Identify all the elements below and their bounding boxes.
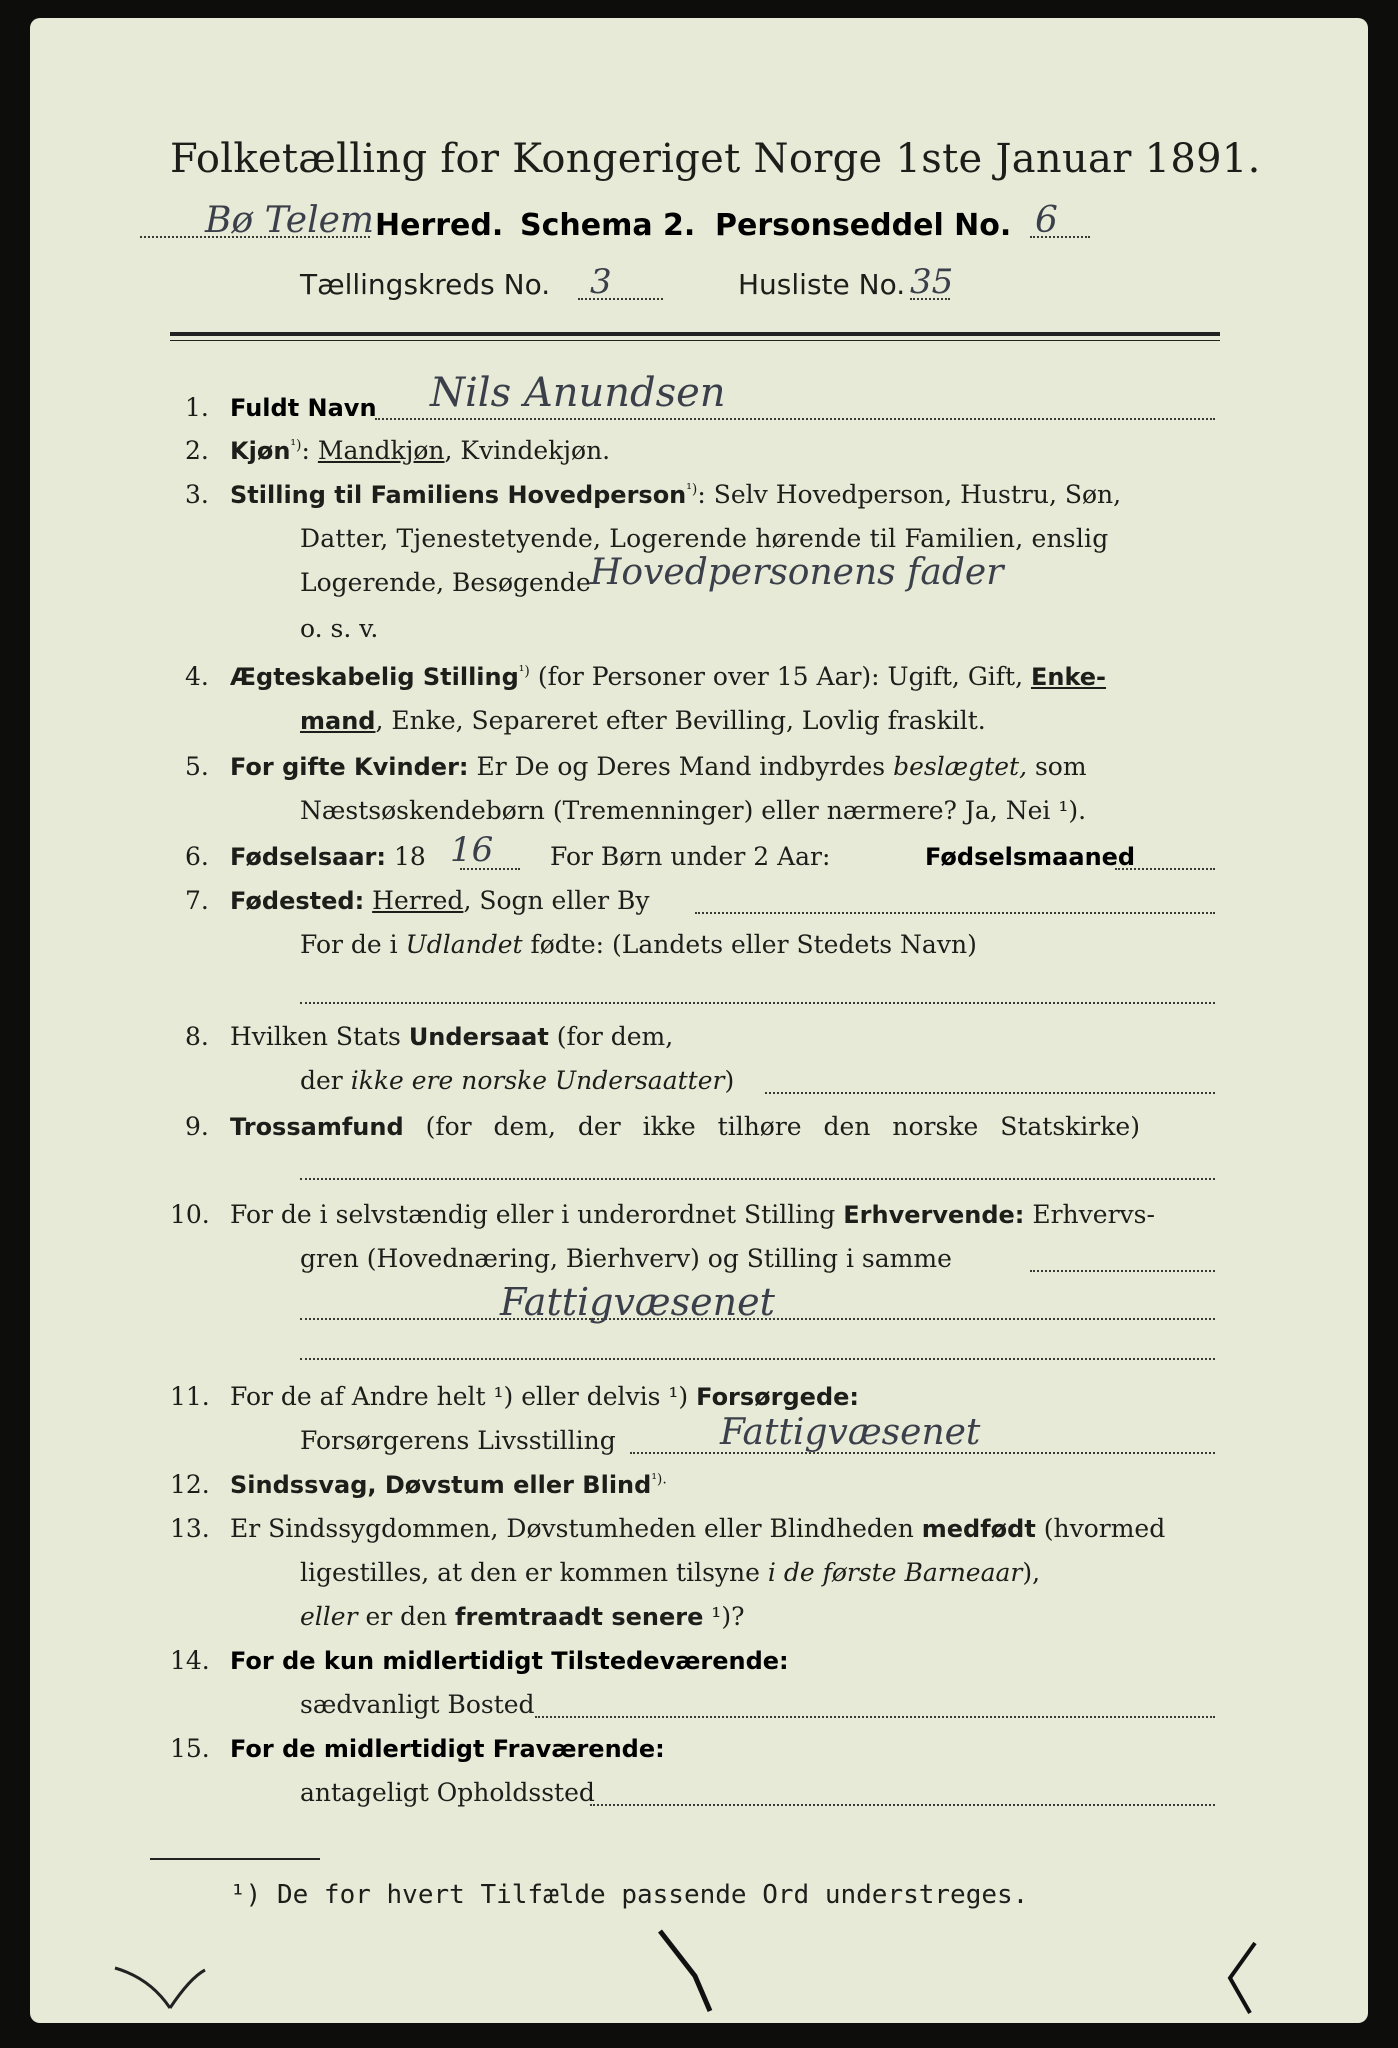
q5-number: 5. xyxy=(185,752,209,781)
q13-line2a: ligestilles, at den er kommen tilsyne xyxy=(300,1558,768,1587)
taellingskreds-label: Tællingskreds No. xyxy=(300,268,551,301)
q1-answer-line xyxy=(375,418,1215,420)
q5-question: Er De og Deres Mand indbyrdes xyxy=(468,752,894,781)
q13-number: 13. xyxy=(170,1514,210,1543)
q6-number: 6. xyxy=(185,842,209,871)
q7-line2b: fødte: (Landets eller Stedets Navn) xyxy=(522,930,977,959)
q9-answer-line xyxy=(300,1178,1215,1180)
herred-handwriting: Bø Telem xyxy=(205,200,375,241)
q10-line1 xyxy=(230,1200,1155,1229)
q9-label: Trossamfund xyxy=(230,1113,404,1141)
crop-mark-right xyxy=(1200,1938,1270,2018)
q5-italic: beslægtet, xyxy=(893,752,1028,781)
q11-line1a: For de af Andre helt ¹) eller delvis ¹) xyxy=(230,1382,697,1411)
q2-colon: : xyxy=(301,436,318,465)
q8-line2 xyxy=(300,1066,734,1095)
q8-line1b: (for dem, xyxy=(548,1022,674,1051)
q10-line2: gren (Hovednæring, Bierhverv) og Stilling i samme xyxy=(300,1244,952,1273)
q15-line2: antageligt Opholdssted xyxy=(300,1778,595,1807)
q3-answer: Hovedpersonens fader xyxy=(590,552,1004,593)
q6-line xyxy=(230,842,426,871)
q10-line1a: For de i selvstændig eller i underordnet Stilling xyxy=(230,1200,844,1229)
q12-line xyxy=(230,1470,667,1499)
q13-line3c: ¹)? xyxy=(703,1602,745,1631)
q7-line2 xyxy=(300,930,977,959)
q4-line1 xyxy=(230,662,1106,691)
q2-text xyxy=(230,436,610,465)
q15-number: 15. xyxy=(170,1734,210,1763)
footnote-rule xyxy=(150,1858,320,1860)
herred-label: Herred. xyxy=(375,208,504,243)
q12-label: Sindssvag, Døvstum eller Blind xyxy=(230,1471,652,1499)
q8-answer-line xyxy=(765,1092,1215,1094)
q7-number: 7. xyxy=(185,886,209,915)
q13-line3 xyxy=(300,1602,745,1631)
q4-option-enkemand-b: mand xyxy=(300,707,376,735)
q10-answer-line-2 xyxy=(300,1358,1215,1360)
q9-rest: (for dem, der ikke tilhøre den norske Statskirke) xyxy=(403,1112,1140,1141)
q3-line1 xyxy=(230,480,1121,509)
q2-label: Kjøn xyxy=(230,437,291,465)
q13-line3-bold: fremtraadt senere xyxy=(455,1603,704,1631)
q11-line1 xyxy=(230,1382,859,1411)
q6-answer: 16 xyxy=(450,830,494,870)
q7-answer-line xyxy=(300,1002,1215,1004)
q4-number: 4. xyxy=(185,662,209,691)
q13-line1a: Er Sindssygdommen, Døvstumheden eller Blindheden xyxy=(230,1514,922,1543)
q14-line1: For de kun midlertidigt Tilstedeværende: xyxy=(230,1647,789,1675)
crop-mark-center xyxy=(650,1926,740,2016)
form-title: Folketælling for Kongeriget Norge 1ste Januar 1891. xyxy=(170,136,1261,182)
q7-option-herred: Herred xyxy=(372,886,464,915)
q11-line2: Forsørgerens Livsstilling xyxy=(300,1426,616,1455)
q1-number: 1. xyxy=(185,393,209,422)
husliste-label: Husliste No. xyxy=(738,268,906,301)
q3-options: : Selv Hovedperson, Hustru, Søn, xyxy=(697,480,1122,509)
husliste-handwriting: 35 xyxy=(910,262,954,302)
q13-line3-italic: eller xyxy=(300,1602,358,1631)
q6-under2: For Børn under 2 Aar: xyxy=(550,842,831,871)
q2-option-kvindekjon: , Kvindekjøn. xyxy=(444,436,611,465)
q13-line3a: er den xyxy=(357,1602,456,1631)
q8-label: Undersaat xyxy=(408,1023,549,1051)
header-divider-thin xyxy=(170,340,1220,341)
q11-label: Forsørgede: xyxy=(696,1383,860,1411)
q4-options-b: , Enke, Separeret efter Bevilling, Lovlig fraskilt. xyxy=(375,706,986,735)
q2-option-mandkjon: Mandkjøn xyxy=(317,436,445,465)
q13-line1 xyxy=(230,1514,1165,1543)
q10-label: Erhvervende: xyxy=(843,1201,1025,1229)
q2-number: 2. xyxy=(185,436,209,465)
q5-tail: som xyxy=(1027,752,1087,781)
q1-answer: Nils Anundsen xyxy=(430,370,726,416)
q5-line2: Næstsøskendebørn (Tremenninger) eller nærmere? Ja, Nei ¹). xyxy=(300,796,1087,825)
q4-label: Ægteskabelig Stilling xyxy=(230,663,519,691)
q10-line1b: Erhvervs- xyxy=(1024,1200,1155,1229)
q4-line2 xyxy=(300,706,986,735)
personseddel-label: Personseddel No. xyxy=(715,208,1012,243)
q14-answer-line xyxy=(535,1716,1215,1718)
q11-number: 11. xyxy=(170,1382,210,1411)
q6-month-line xyxy=(1115,868,1215,870)
q3-line4: o. s. v. xyxy=(300,614,379,643)
q6-label: Fødselsaar: xyxy=(230,843,386,871)
q9-number: 9. xyxy=(185,1112,209,1141)
q4-options-a: (for Personer over 15 Aar): Ugift, Gift, xyxy=(529,662,1031,691)
q12-number: 12. xyxy=(170,1470,210,1499)
q6-prefix: 18 xyxy=(386,842,426,871)
q3-number: 3. xyxy=(185,480,209,509)
q4-footnote-ref: ¹) xyxy=(518,663,530,680)
q13-line1b: (hvormed xyxy=(1035,1514,1166,1543)
taellingskreds-handwriting: 3 xyxy=(590,262,612,302)
q15-line1: For de midlertidigt Fraværende: xyxy=(230,1735,665,1763)
q8-number: 8. xyxy=(185,1022,209,1051)
q3-footnote-ref: ¹) xyxy=(686,481,698,498)
footnote-text: ¹) De for hvert Tilfælde passende Ord understreges. xyxy=(230,1880,1029,1910)
q10-number: 10. xyxy=(170,1200,210,1229)
q8-line1a: Hvilken Stats xyxy=(230,1022,409,1051)
q3-line2: Datter, Tjenestetyende, Logerende hørende til Familien, enslig xyxy=(300,524,1109,553)
q7-line1 xyxy=(230,886,650,915)
q6-label2: Fødselsmaaned xyxy=(925,843,1136,871)
q13-line2b: ), xyxy=(1022,1558,1041,1587)
q2-footnote-ref: ¹) xyxy=(290,437,302,454)
q7-rest: , Sogn eller By xyxy=(463,886,650,915)
header-divider-thick xyxy=(170,332,1220,336)
q8-line2a: der xyxy=(300,1066,351,1095)
q7-line2-italic: Udlandet xyxy=(405,930,523,959)
q5-label: For gifte Kvinder: xyxy=(230,753,469,781)
q5-line1 xyxy=(230,752,1087,781)
q14-number: 14. xyxy=(170,1646,210,1675)
q11-answer: Fattigvæsenet xyxy=(720,1412,981,1453)
q6-year-line xyxy=(460,868,520,870)
q14-line2: sædvanligt Bosted xyxy=(300,1690,535,1719)
q4-option-enkemand-a: Enke- xyxy=(1030,663,1107,691)
q13-line2 xyxy=(300,1558,1040,1587)
q13-line2-italic: i de første Barneaar xyxy=(767,1558,1023,1587)
q3-label: Stilling til Familiens Hovedperson xyxy=(230,481,687,509)
q8-line2b: ) xyxy=(724,1066,735,1095)
census-form-sheet xyxy=(30,18,1368,2023)
q15-answer-line xyxy=(590,1804,1215,1806)
q3-line3: Logerende, Besøgende xyxy=(300,568,591,597)
q10-answer: Fattigvæsenet xyxy=(500,1280,775,1324)
q8-line1 xyxy=(230,1022,673,1051)
q9-line1 xyxy=(230,1112,1140,1141)
q12-footnote-ref: ¹). xyxy=(651,1471,667,1488)
q8-line2-italic: ikke ere norske Undersaatter xyxy=(350,1066,725,1095)
q7-label: Fødested: xyxy=(230,887,365,915)
q7-line1-dots xyxy=(695,912,1215,914)
q13-label: medfødt xyxy=(921,1515,1036,1543)
q1-label: Fuldt Navn xyxy=(230,394,377,422)
q10-line2-dots xyxy=(1030,1270,1215,1272)
crop-mark-left xyxy=(110,1958,210,2018)
schema-label: Schema 2. xyxy=(520,208,696,243)
personseddel-handwriting: 6 xyxy=(1035,200,1058,241)
q7-line2a: For de i xyxy=(300,930,406,959)
